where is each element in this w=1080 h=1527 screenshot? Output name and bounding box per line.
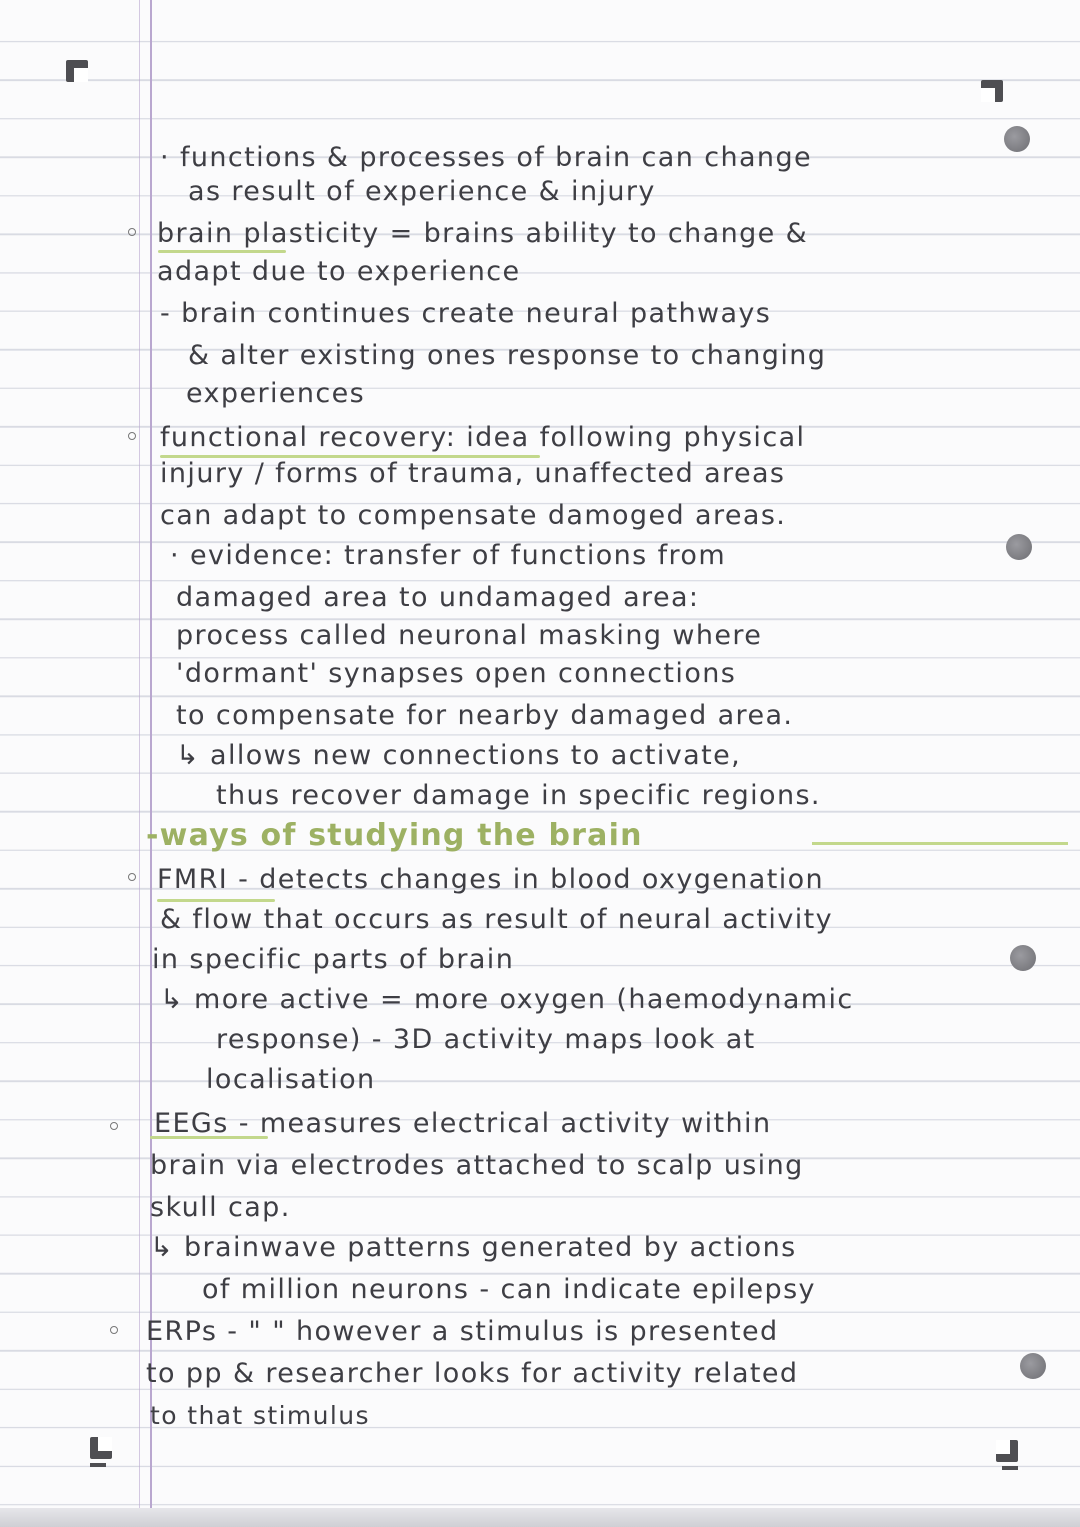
note-line-17: thus recover damage in specific regions. xyxy=(216,780,821,811)
note-line-31: to pp & researcher looks for activity related xyxy=(146,1358,799,1389)
left-margin-line-inner xyxy=(139,0,140,1510)
note-line-23: response) - 3D activity maps look at xyxy=(216,1024,756,1055)
bullet-point xyxy=(110,1122,118,1130)
punch-hole-1 xyxy=(1004,126,1030,152)
note-line-16: ↳ allows new connections to activate, xyxy=(176,740,742,771)
note-line-15: to compensate for nearby damaged area. xyxy=(176,700,794,731)
note-line-9: injury / forms of trauma, unaffected areas xyxy=(160,458,786,489)
section-heading: -ways of studying the brain xyxy=(146,818,643,853)
note-line-14: 'dormant' synapses open connections xyxy=(176,658,737,689)
corner-marker-bottom-left-icon xyxy=(90,1437,112,1459)
bullet-point xyxy=(128,873,136,881)
note-line-19: FMRI - detects changes in blood oxygenation xyxy=(157,864,825,895)
punch-hole-2 xyxy=(1006,534,1032,560)
bullet-point xyxy=(110,1326,118,1334)
punch-hole-3 xyxy=(1010,945,1036,971)
note-line-28: ↳ brainwave patterns generated by actions xyxy=(150,1232,797,1263)
note-line-21: in specific parts of brain xyxy=(152,944,515,975)
bullet-point xyxy=(128,228,136,236)
page-bottom-edge xyxy=(0,1508,1080,1527)
note-line-20: & flow that occurs as result of neural activity xyxy=(160,904,833,935)
corner-marker-top-right-icon xyxy=(981,80,1003,102)
note-line-10: can adapt to compensate damoged areas. xyxy=(160,500,787,531)
note-line-1: · functions & processes of brain can change xyxy=(160,142,812,173)
note-line-26: brain via electrodes attached to scalp using xyxy=(150,1150,804,1181)
note-line-29: of million neurons - can indicate epilepsy xyxy=(202,1274,816,1305)
note-line-13: process called neuronal masking where xyxy=(176,620,763,651)
note-line-6: & alter existing ones response to changing xyxy=(188,340,827,371)
corner-marker-top-left-icon xyxy=(66,60,88,82)
note-line-12: damaged area to undamaged area: xyxy=(176,582,700,613)
left-margin-line xyxy=(150,0,152,1510)
note-line-11: · evidence: transfer of functions from xyxy=(170,540,727,571)
note-line-2: as result of experience & injury xyxy=(188,176,656,207)
note-line-24: localisation xyxy=(206,1064,376,1095)
note-line-25: EEGs - measures electrical activity within xyxy=(154,1108,772,1139)
note-line-4: adapt due to experience xyxy=(157,256,521,287)
note-line-7: experiences xyxy=(186,378,366,409)
note-line-30: ERPs - " " however a stimulus is presented xyxy=(146,1316,779,1347)
corner-marker-bottom-right-icon xyxy=(996,1440,1018,1462)
note-line-5: - brain continues create neural pathways xyxy=(160,298,772,329)
note-line-27: skull cap. xyxy=(150,1192,291,1223)
punch-hole-4 xyxy=(1020,1353,1046,1379)
heading-rule xyxy=(812,842,1068,845)
note-line-22: ↳ more active = more oxygen (haemodynamic xyxy=(160,984,854,1015)
note-line-3: brain plasticity = brains ability to change & xyxy=(157,218,809,249)
note-line-8: functional recovery: idea following physical xyxy=(160,422,806,453)
note-line-32: to that stimulus xyxy=(150,1401,370,1430)
bullet-point xyxy=(128,432,136,440)
